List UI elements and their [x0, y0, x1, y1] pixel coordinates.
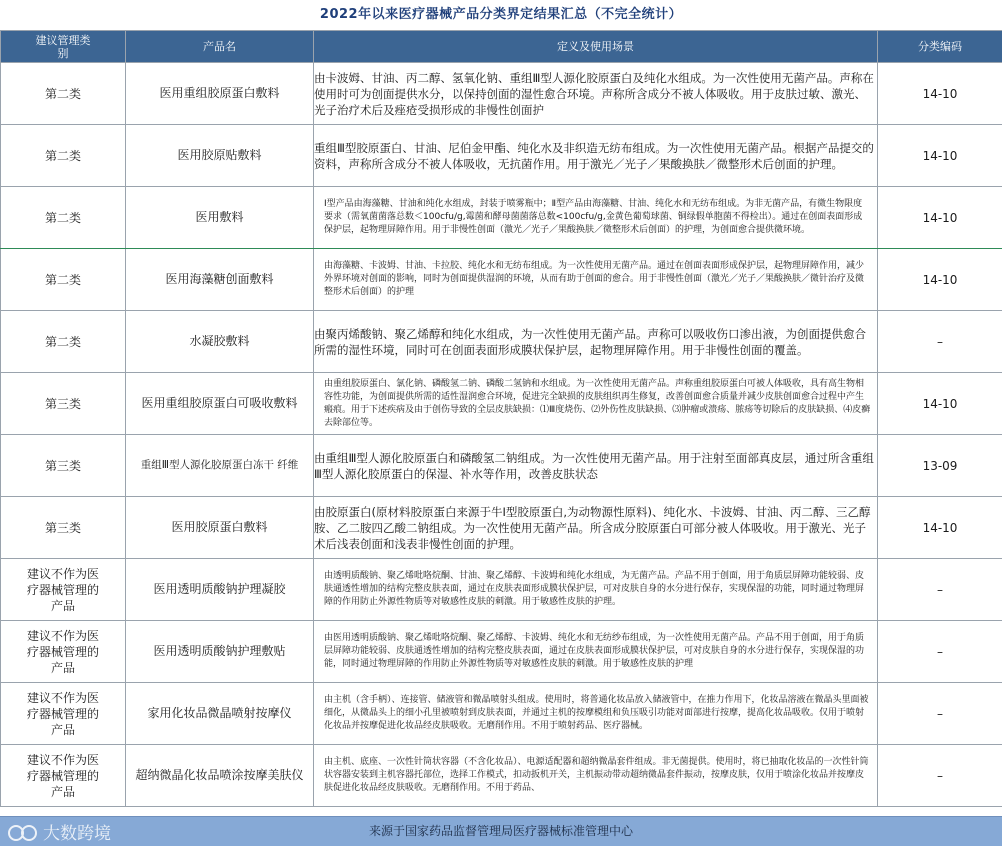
- row-category: 建议不作为医疗器械管理的产品: [1, 559, 126, 621]
- row-category: 第二类: [1, 63, 126, 125]
- row-product-name: 医用透明质酸钠护理凝胶: [126, 559, 314, 621]
- row-product-name: 医用敷料: [126, 187, 314, 249]
- table-row: [1, 187, 1002, 249]
- row-classification-code: –: [878, 683, 1002, 745]
- table-row: [1, 249, 1002, 311]
- table-row: [1, 497, 1002, 559]
- table-row: [1, 683, 1002, 745]
- row-classification-code: –: [878, 559, 1002, 621]
- classification-table: [0, 30, 1002, 807]
- row-definition: 重组Ⅲ型胶原蛋白、甘油、尼伯金甲酯、纯化水及非织造无纺布组成。为一次性使用无菌产品。根据产品提交的资料，声称所含成分不被人体吸收，无抗菌作用。用于激光／光子／果酸换肤／微整形术后创面的护理。: [314, 125, 878, 187]
- row-classification-code: 14-10: [878, 373, 1002, 435]
- row-definition: 由主机（含手柄）、连接管、储液管和微晶喷射头组成。使用时，将普通化妆品放入储液管中，在推力作用下，化妆品溶液在微晶头里面被细化，从微晶头上的细小孔里被喷射到皮肤表面，并通过主机的按摩模组和负压吸引功能对面部进行按摩，提高化妆品吸收。仅用于喷射化妆品并按摩促进化妆品经皮肤吸收。无磨削作用。不用于喷射药品、医疗器械。: [314, 683, 878, 745]
- logo-text: 大数跨境: [43, 819, 111, 844]
- row-classification-code: –: [878, 745, 1002, 807]
- table-row: [1, 125, 1002, 187]
- row-category: 第二类: [1, 187, 126, 249]
- row-product-name: 医用重组胶原蛋白可吸收敷料: [126, 373, 314, 435]
- row-product-name: 医用海藻糖创面敷料: [126, 249, 314, 311]
- row-definition: 由医用透明质酸钠、聚乙烯吡咯烷酮、聚乙烯醇、卡波姆、纯化水和无纺纱布组成，为一次性使用无菌产品。产品不用于创面，用于角质层屏障功能较弱、皮肤通透性增加的结构完整皮肤表面，通过在皮肤表面形成膜状保护层，可对皮肤自身的水分进行保存，实现保湿的功能，同时通过物理屏障的作用防止外源性物质等对敏感性皮肤的刺激。用于敏感性皮肤的护理: [314, 621, 878, 683]
- header-definition: 定义及使用场景: [314, 31, 878, 63]
- row-product-name: 医用重组胶原蛋白敷料: [126, 63, 314, 125]
- row-product-name: 超纳微晶化妆品喷涂按摩美肤仪: [126, 745, 314, 807]
- row-category: 建议不作为医疗器械管理的产品: [1, 745, 126, 807]
- row-classification-code: 14-10: [878, 63, 1002, 125]
- row-product-name: 水凝胶敷料: [126, 311, 314, 373]
- row-definition: 由胶原蛋白(原材料胶原蛋白来源于牛Ⅰ型胶原蛋白,为动物源性原料)、纯化水、卡波姆、甘油、丙二醇、三乙醇胺、乙二胺四乙酸二钠组成。为一次性使用无菌产品。所含成分胶原蛋白可部分被人体吸收。用于激光、光子术后浅表创面和浅表非慢性创面的护理。: [314, 497, 878, 559]
- footer-bar: [0, 816, 1002, 846]
- row-definition: 由海藻糖、卡波姆、甘油、卡拉胶、纯化水和无纺布组成。为一次性使用无菌产品。通过在创面表面形成保护层，起物理屏障作用，减少外界环境对创面的影响，同时为创面提供湿润的环境，从而有助于创面的愈合。用于非慢性创面（激光／光子／果酸换肤／微针治疗及微整形术后创面）的护理: [314, 249, 878, 311]
- row-classification-code: 13-09: [878, 435, 1002, 497]
- row-category: 第二类: [1, 249, 126, 311]
- row-category: 第三类: [1, 497, 126, 559]
- row-category: 第三类: [1, 435, 126, 497]
- table-body: [1, 63, 1002, 807]
- row-definition: 由主机、底座、一次性针筒状容器（不含化妆品）、电源适配器和超纳微晶套件组成。非无菌提供。使用时，将已抽取化妆品的一次性针筒状容器安装到主机容器托部位，选择工作模式，扣动扳机开关，主机振动带动超纳微晶套件振动，按摩皮肤，仅用于喷涂化妆品并按摩皮肤促进化妆品经皮肤吸收。无磨削作用。不用于药品、: [314, 745, 878, 807]
- row-category: 第二类: [1, 311, 126, 373]
- row-category: 建议不作为医疗器械管理的产品: [1, 683, 126, 745]
- row-product-name: 医用胶原贴敷料: [126, 125, 314, 187]
- table-row: [1, 311, 1002, 373]
- row-definition: 由重组Ⅲ型人源化胶原蛋白和磷酸氢二钠组成。为一次性使用无菌产品。用于注射至面部真皮层，通过所含重组Ⅲ型人源化胶原蛋白的保湿、补水等作用，改善皮肤状态: [314, 435, 878, 497]
- row-definition: 由聚丙烯酸钠、聚乙烯醇和纯化水组成，为一次性使用无菌产品。声称可以吸收伤口渗出液，为创面提供愈合所需的湿性环境，同时可在创面表面形成膜状保护层，起物理屏障作用。用于非慢性创面的覆盖。: [314, 311, 878, 373]
- header-category: 建议管理类别: [1, 31, 126, 63]
- row-product-name: 重组Ⅲ型人源化胶原蛋白冻干 纤维: [126, 435, 314, 497]
- table-row: [1, 435, 1002, 497]
- row-classification-code: –: [878, 311, 1002, 373]
- row-classification-code: 14-10: [878, 125, 1002, 187]
- table-row: [1, 559, 1002, 621]
- row-product-name: 医用透明质酸钠护理敷贴: [126, 621, 314, 683]
- row-definition: Ⅰ型产品由海藻糖、甘油和纯化水组成，封装于喷雾瓶中；Ⅱ型产品由海藻糖、甘油、纯化水和无纺布组成。为非无菌产品，有微生物限度要求（需氧菌菌落总数＜100cfu/g,霉菌和酵母菌菌落总数<100cfu/g,金黄色葡萄球菌、铜绿假单胞菌不得检出）。通过在创面表面形成保护层，起物理屏障作用。用于非慢性创面（激光／光子／果酸换肤／微整形术后创面）的护理，为创面愈合提供微环境。: [314, 187, 878, 249]
- table-row: [1, 373, 1002, 435]
- row-product-name: 家用化妆品微晶喷射按摩仪: [126, 683, 314, 745]
- header-code: 分类编码: [878, 31, 1002, 63]
- row-classification-code: 14-10: [878, 249, 1002, 311]
- row-definition: 由重组胶原蛋白、氯化钠、磷酸氢二钠、磷酸二氢钠和水组成。为一次性使用无菌产品。声称重组胶原蛋白可被人体吸收，具有高生物相容性功能，为创面提供所需的适性湿润愈合环境，促进完全缺损的皮肤组织再生修复，改善创面愈合质量并减少皮肤创面愈合过程中产生瘢痕。用于下述疾病及由于创伤导致的全层皮肤缺损：⑴Ⅲ度烧伤、⑵外伤性皮肤缺损、⑶肿瘤或溃疡、脓疡等切除后的皮肤缺损、⑷皮癣去除部位等。: [314, 373, 878, 435]
- header-product: 产品名: [126, 31, 314, 63]
- row-definition: 由透明质酸钠、聚乙烯吡咯烷酮、甘油、聚乙烯醇、卡波姆和纯化水组成，为无菌产品。产品不用于创面，用于角质层屏障功能较弱、皮肤通透性增加的结构完整皮肤表面，通过在皮肤表面形成膜状保护层，可对皮肤自身的水分进行保存，实现保湿的功能，同时通过物理屏障的作用防止外源性物质等对敏感性皮肤的刺激。用于敏感性皮肤的护理。: [314, 559, 878, 621]
- row-category: 建议不作为医疗器械管理的产品: [1, 621, 126, 683]
- row-category: 第二类: [1, 125, 126, 187]
- source-note: 来源于国家药品监督管理局医疗器械标准管理中心: [0, 817, 1002, 846]
- table-row: [1, 63, 1002, 125]
- table-row: [1, 745, 1002, 807]
- table-header-row: [1, 31, 1002, 63]
- row-category: 第三类: [1, 373, 126, 435]
- row-definition: 由卡波姆、甘油、丙二醇、氢氧化钠、重组Ⅲ型人源化胶原蛋白及纯化水组成。为一次性使用无菌产品。声称在使用时可为创面提供水分，以保持创面的湿性愈合环境。声称所含成分不被人体吸收。用于皮肤过敏、激光、光子治疗术后及痤疮受损形成的非慢性创面护: [314, 63, 878, 125]
- document-title: 2022年以来医疗器械产品分类界定结果汇总（不完全统计）: [0, 0, 1002, 30]
- row-classification-code: 14-10: [878, 497, 1002, 559]
- row-product-name: 医用胶原蛋白敷料: [126, 497, 314, 559]
- row-classification-code: 14-10: [878, 187, 1002, 249]
- row-classification-code: –: [878, 621, 1002, 683]
- table-row: [1, 621, 1002, 683]
